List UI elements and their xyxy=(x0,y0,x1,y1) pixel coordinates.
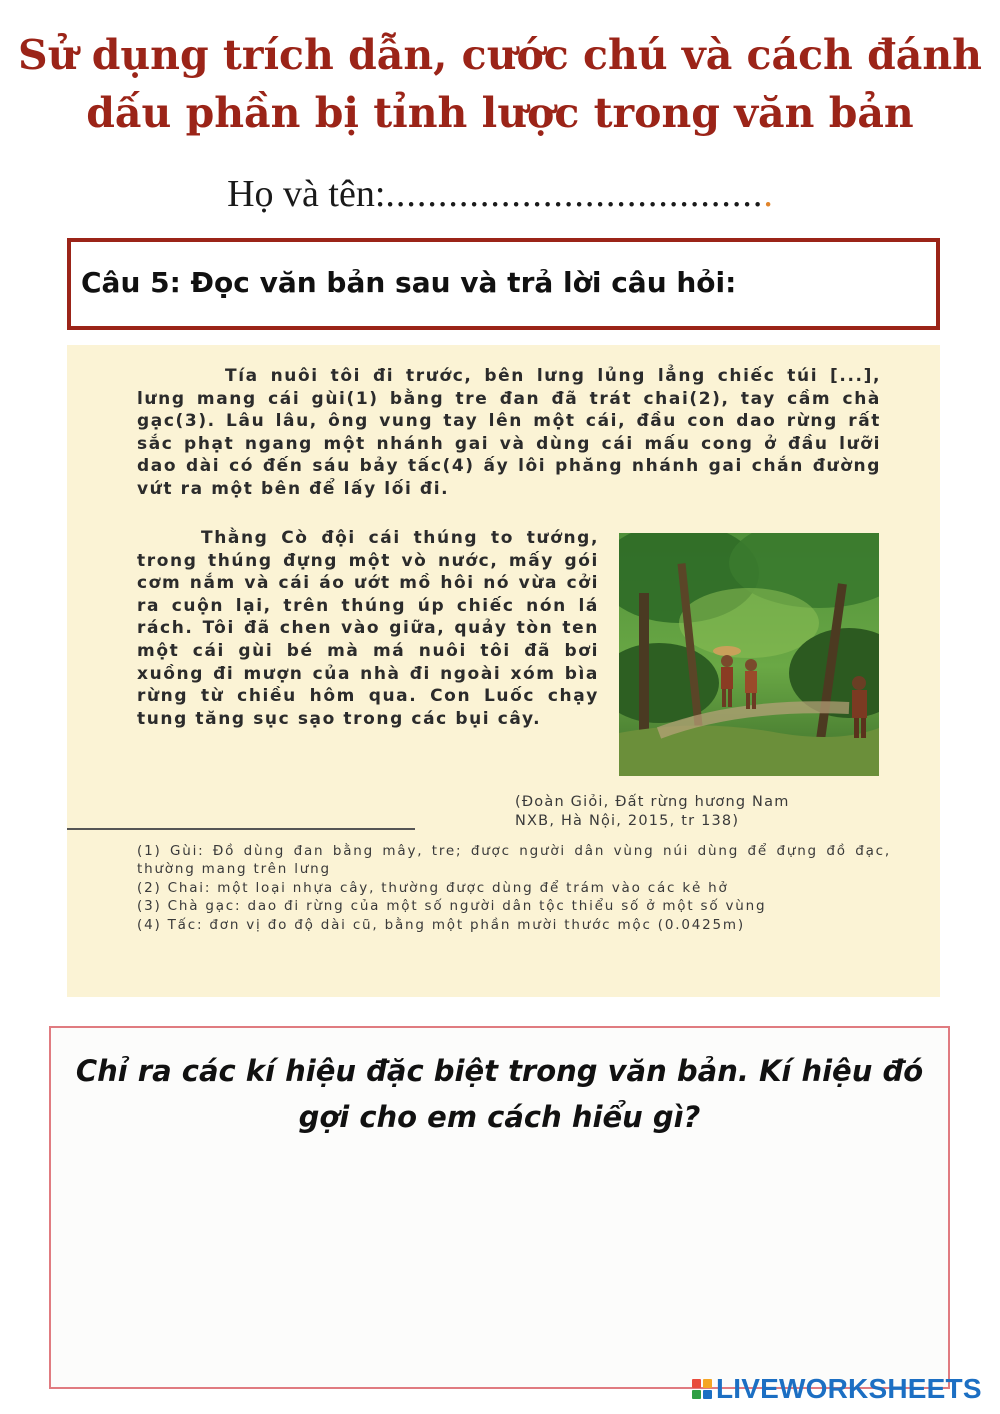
footnote-1: (1) Gùi: Đồ dùng đan bằng mây, tre; được người dân vùng núi dùng để đựng đồ đạc, thường mang trên lưng xyxy=(137,843,891,877)
worksheet-title xyxy=(0,26,1000,142)
answer-prompt: Chỉ ra các kí hiệu đặc biệt trong văn bản. Kí hiệu đó gợi cho em cách hiểu gì? xyxy=(75,1054,924,1134)
footnote-3: (3) Chà gạc: dao đi rừng của một số người dân tộc thiểu số ở một số vùng xyxy=(137,898,767,915)
reading-passage xyxy=(67,345,940,997)
answer-box[interactable] xyxy=(49,1026,950,1389)
citation-line-2: NXB, Hà Nội, 2015, tr 138) xyxy=(515,813,740,829)
name-label: Họ và tên: xyxy=(227,173,386,215)
name-blank: .................................... xyxy=(385,173,764,215)
citation-line-1: (Đoàn Giỏi, Đất rừng hương Nam xyxy=(515,794,790,810)
liveworksheets-wordmark: LIVEWORKSHEETS xyxy=(716,1373,982,1404)
footnote-divider xyxy=(67,828,415,830)
liveworksheets-logo-icon xyxy=(692,1379,712,1399)
forest-illustration xyxy=(619,533,879,776)
question-label: Câu 5: Đọc văn bản sau và trả lời câu hỏi: xyxy=(81,266,737,299)
passage-paragraph-2: Thằng Cò đội cái thúng to tướng, trong thúng đựng một vò nước, mấy gói cơm nắm và cái áo ướt mồ hôi nó vừa cởi ra cuộn lại, trên thúng úp chiếc nón lá rách. Tôi đã chen vào giữa, quảy tòn ten một cái gùi bé mà má nuôi tôi đã bơi xuồng đi mượn của nhà đi ngoài xóm bìa rừng từ chiều hôm qua. Con Luốc chạy tung tăng sục sạo trong các bụi cây. xyxy=(137,528,599,729)
citation xyxy=(515,793,895,831)
name-end-dot: . xyxy=(763,173,773,215)
passage-paragraph-1: Tía nuôi tôi đi trước, bên lưng lủng lẳng chiếc túi [...], lưng mang cái gùi(1) bằng tre đan đã trát chai(2), tay cầm chà gạc(3). Lâu lâu, ông vung tay lên một cái, đầu con dao rừng rất sắc phạt ngang một nhánh gai và dùng cái mấu cong ở đầu lưỡi dao dài có đến sáu bảy tấc(4) ấy lôi phăng nhánh gai chắn đường vứt ra một bên để lấy lối đi. xyxy=(137,366,881,499)
footnote-2: (2) Chai: một loại nhựa cây, thường được dùng để trám vào các kẻ hở xyxy=(137,879,729,896)
question-box xyxy=(67,238,940,330)
footnotes xyxy=(137,843,891,935)
title-line-2: dấu phần bị tỉnh lược trong văn bản xyxy=(86,89,914,137)
forest-scene-image xyxy=(619,533,879,776)
student-name-line xyxy=(0,172,1000,216)
footnote-4: (4) Tấc: đơn vị đo độ dài cũ, bằng một phần mười thước mộc (0.0425m) xyxy=(137,917,745,934)
liveworksheets-logo xyxy=(692,1372,982,1406)
title-line-1: Sử dụng trích dẫn, cước chú và cách đánh xyxy=(18,31,982,79)
